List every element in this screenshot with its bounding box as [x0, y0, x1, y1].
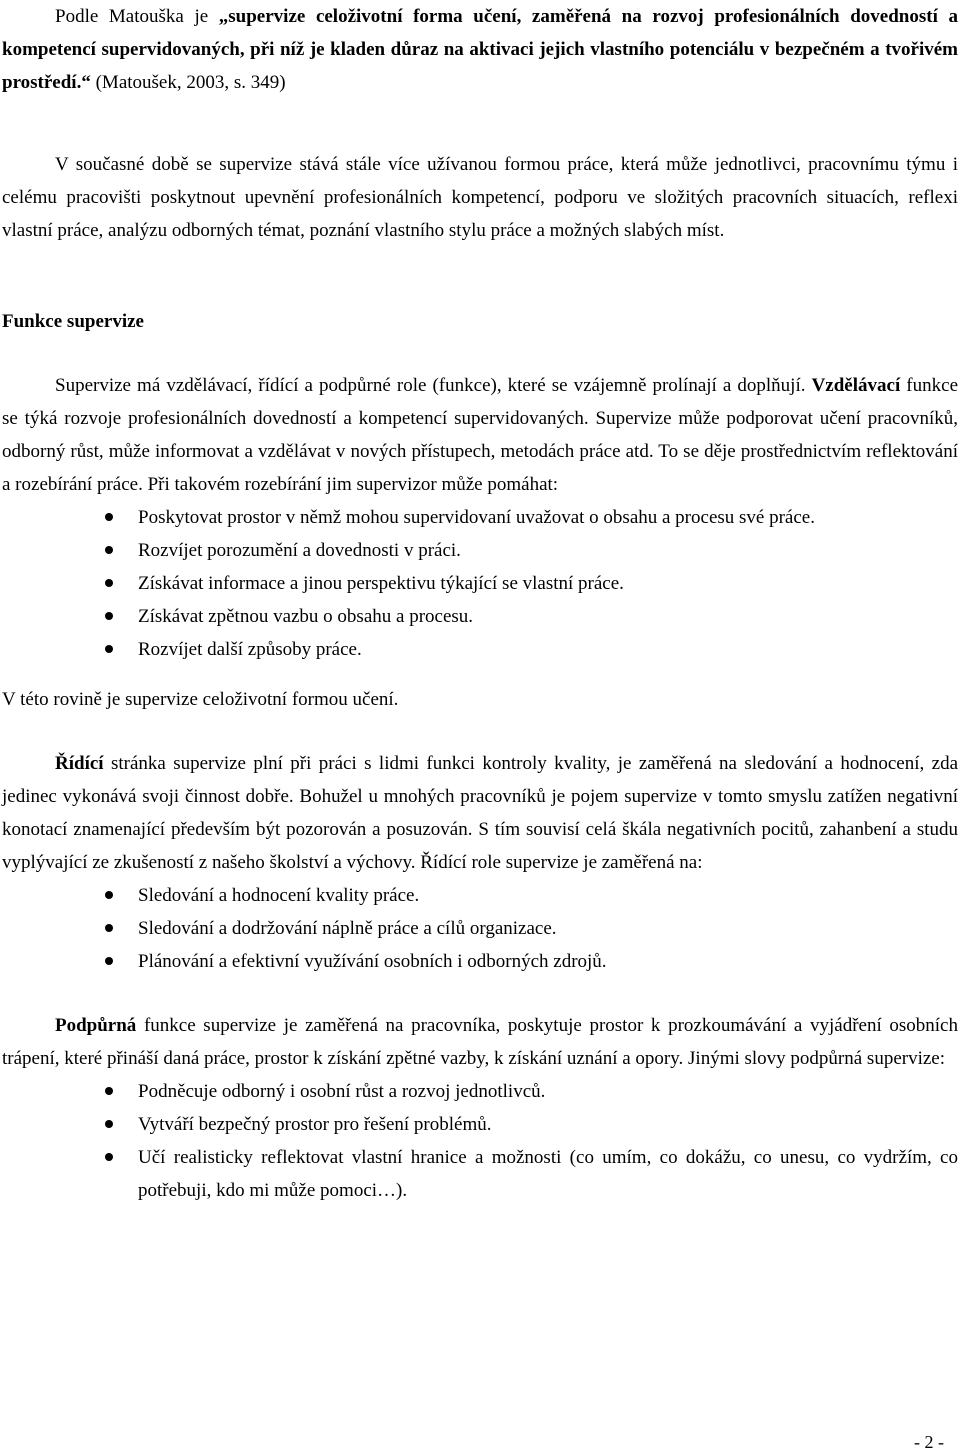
list-item-text: Rozvíjet porozumění a dovednosti v práci. [138, 540, 461, 561]
list-item [138, 912, 958, 945]
bullet-icon [105, 957, 113, 965]
bullet-icon [105, 924, 113, 932]
list-item-text: Vytváří bezpečný prostor pro řešení problémů. [138, 1114, 492, 1135]
bullet-icon [105, 612, 113, 620]
managerial-paragraph [2, 747, 958, 879]
list-item [138, 633, 958, 666]
list-item-text: Učí realisticky reflektovat vlastní hranice a možnosti (co umím, co dokážu, co unesu, co vydržím, co potřebuji, kdo mi může pomoci…). [138, 1147, 958, 1201]
list-item [138, 600, 958, 633]
supportive-term: Podpůrná [55, 1015, 137, 1036]
functions-rest: funkce se týká rozvoje profesionálních dovedností a kompetencí supervidovaných. Supervize může podporovat učení pracovníků, odborný růst, může informovat a vzdělávat v nových přístupech, metodách práce atd. To se děje prostřednictvím reflektování a rozebírání práce. Při takovém rozebírání jim supervizor může pomáhat: [2, 375, 958, 495]
supportive-rest: funkce supervize je zaměřená na pracovníka, poskytuje prostor k prozkoumávání a vyjádření osobních trápení, které přináší daná práce, prostor k získání zpětné vazby, k získání uznání a opory. Jinými slovy podpůrná supervize: [2, 1015, 958, 1069]
intro-quote-paragraph [2, 0, 958, 99]
list-item [138, 534, 958, 567]
bullet-icon [105, 513, 113, 521]
functions-paragraph [2, 369, 958, 501]
intro-paragraph: V současné době se supervize stává stále více užívanou formou práce, která může jednotlivci, pracovnímu týmu i celému pracovišti poskytnout upevnění profesionálních kompetencí, podporu ve složitých pracovních situacích, reflexi vlastní práce, analýzu odborných témat, poznání vlastního stylu práce a možných slabých míst. [2, 154, 958, 241]
functions-sentence: Supervize má vzdělávací, řídící a podpůrné role (funkce), které se vzájemně prolínají a doplňují. [55, 375, 806, 396]
bullet-icon [105, 579, 113, 587]
bullet-icon [105, 1120, 113, 1128]
list-item [138, 567, 958, 600]
bullet-icon [105, 546, 113, 554]
list-item-text: Podněcuje odborný i osobní růst a rozvoj jednotlivců. [138, 1081, 546, 1102]
managerial-term: Řídící [55, 753, 104, 774]
intro-quote-lead: Podle Matouška je [55, 6, 219, 27]
supportive-list [2, 1075, 958, 1207]
bullet-icon [105, 1153, 113, 1161]
page-number: - 2 - [914, 1432, 944, 1452]
bullet-icon [105, 891, 113, 899]
list-item-text: Získávat informace a jinou perspektivu týkající se vlastní práce. [138, 573, 624, 594]
list-item-text: Sledování a hodnocení kvality práce. [138, 885, 420, 906]
managerial-list [2, 879, 958, 978]
list-item [138, 1075, 958, 1108]
list-item [138, 1108, 958, 1141]
list-item-text: Rozvíjet další způsoby práce. [138, 639, 362, 660]
bullet-icon [105, 1087, 113, 1095]
list-item-text: Sledování a dodržování náplně práce a cílů organizace. [138, 918, 557, 939]
lifelong-sentence: V této rovině je supervize celoživotní formou učení. [2, 689, 399, 710]
list-item-text: Získávat zpětnou vazbu o obsahu a procesu. [138, 606, 474, 627]
list-item [138, 501, 958, 534]
document-body [2, 0, 958, 1207]
bullet-icon [105, 645, 113, 653]
list-item-text: Poskytovat prostor v němž mohou supervidovaní uvažovat o obsahu a procesu své práce. [138, 507, 815, 528]
managerial-rest: stránka supervize plní při práci s lidmi funkci kontroly kvality, je zaměřená na sledování a hodnocení, zda jedinec vykonává svoji činnost dobře. Bohužel u mnohých pracovníků je pojem supervize v tomto smyslu zatížen negativní konotací znamenající především být pozorován a posuzován. S tím souvisí celá škála negativních pocitů, zahanbení a studu vyplývající ze zkušeností z našeho školství a výchovy. Řídící role supervize je zaměřená na: [2, 753, 958, 873]
intro-quote-bold: „supervize celoživotní forma učení, zaměřená na rozvoj profesionálních dovedností a kompetencí supervidovaných, při níž je kladen důraz na aktivaci jejich vlastního potenciálu v bezpečném a tvořivém prostředí.“ [2, 6, 958, 93]
supportive-paragraph [2, 1009, 958, 1075]
list-item [138, 945, 958, 978]
section-heading: Funkce supervize [2, 311, 144, 332]
educational-list [2, 501, 958, 666]
list-item-text: Plánování a efektivní využívání osobních i odborných zdrojů. [138, 951, 607, 972]
educational-term: Vzdělávací [811, 375, 901, 396]
intro-quote-citation: (Matoušek, 2003, s. 349) [90, 72, 286, 93]
list-item [138, 879, 958, 912]
list-item [138, 1141, 958, 1207]
